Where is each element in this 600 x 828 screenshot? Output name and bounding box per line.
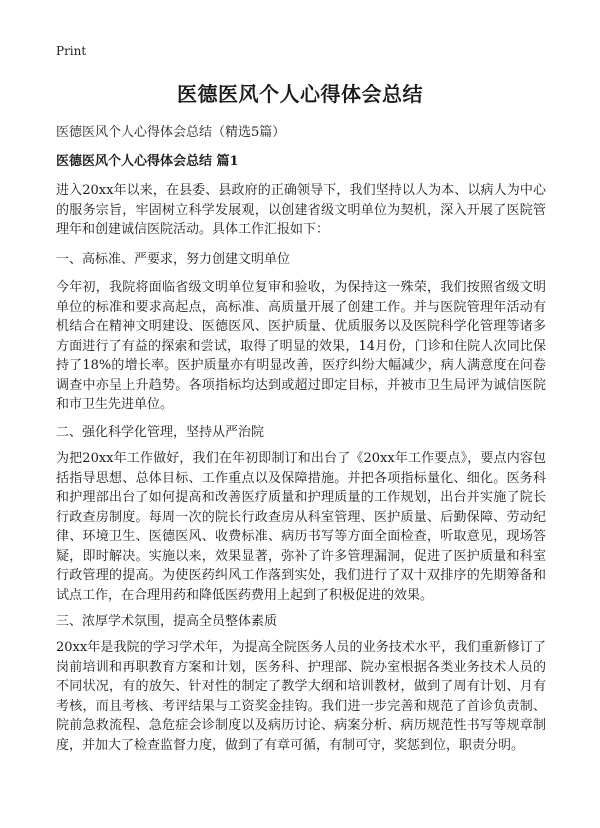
paragraph-three: 20xx年是我院的学习学术年，为提高全院医务人员的业务技术水平，我们重新修订了岗前培训和再职教育方案和计划，医务科、护理部、院办室根据各类业务技术人员的不同状况，有的放矢、针对性的制定了教学大纲和培训教材，做到了周有计划、月有考核，而且考核、考评结果与工资奖金挂钩。我们进一步完善和规范了首诊负责制、院前急救流程、急危症会诊制度以及病历讨论、病案分析、病历规范性书写等规章制度，并加大了检查监督力度，做到了有章可循，有制可守，奖惩到位，职责分明。: [56, 640, 546, 753]
heading-three: 三、浓厚学术氛围，提高全员整体素质: [56, 614, 278, 629]
page-title: 医德医风个人心得体会总结: [177, 82, 423, 106]
section-title: 医德医风个人心得体会总结 篇1: [56, 154, 239, 169]
heading-one: 一、高标准、严要求，努力创建文明单位: [56, 252, 291, 267]
document-subtitle: 医德医风个人心得体会总结（精选5篇）: [56, 125, 286, 140]
intro-paragraph: 进入20xx年以来，在县委、县政府的正确领导下，我们坚持以人为本、以病人为中心的服务宗旨，牢固树立科学发展观，以创建省级文明单位为契机，深入开展了医院管理年和创建诚信医院活动。具体工作汇报如下：: [56, 183, 546, 237]
paragraph-two: 为把20xx年工作做好，我们在年初即制订和出台了《20xx年工作要点》，要点内容包括指导思想、总体目标、工作重点以及保障措施。并把各项指标量化、细化。医务科和护理部出台了如何提高和改善医疗质量和护理质量的工作规划，出台并实施了院长行政查房制度。每周一次的院长行政查房从科室管理、医护质量、后勤保障、劳动纪律、环境卫生、医德医风、收费标准、病历书写等方面全面检查，听取意见，现场答疑，即时解决。实施以来，效果显著，弥补了许多管理漏洞，促进了医护质量和科室行政管理的提高。为使医药纠风工作落到实处，我们进行了双十双排序的先期筹备和试点工作，在合理用药和降低医药费用上起到了积极促进的效果。: [56, 451, 546, 603]
paragraph-one: 今年初，我院将面临省级文明单位复审和验收，为保持这一殊荣，我们按照省级文明单位的标准和要求高起点，高标准、高质量开展了创建工作。并与医院管理年活动有机结合在精神文明建设、医德医风、医护质量、优质服务以及医院科学化管理等诸多方面进行了有益的探索和尝试，取得了明显的效果，14月份，门诊和住院人次同比保持了18%的增长率。医护质量亦有明显改善，医疗纠纷大幅减少，病人满意度在问卷调查中亦呈上升趋势。各项指标均达到或超过即定目标，并被市卫生局评为诚信医院和市卫生先进单位。: [56, 280, 546, 412]
print-link[interactable]: Print: [56, 44, 87, 58]
heading-two: 二、强化科学化管理，坚持从严治院: [56, 425, 265, 440]
